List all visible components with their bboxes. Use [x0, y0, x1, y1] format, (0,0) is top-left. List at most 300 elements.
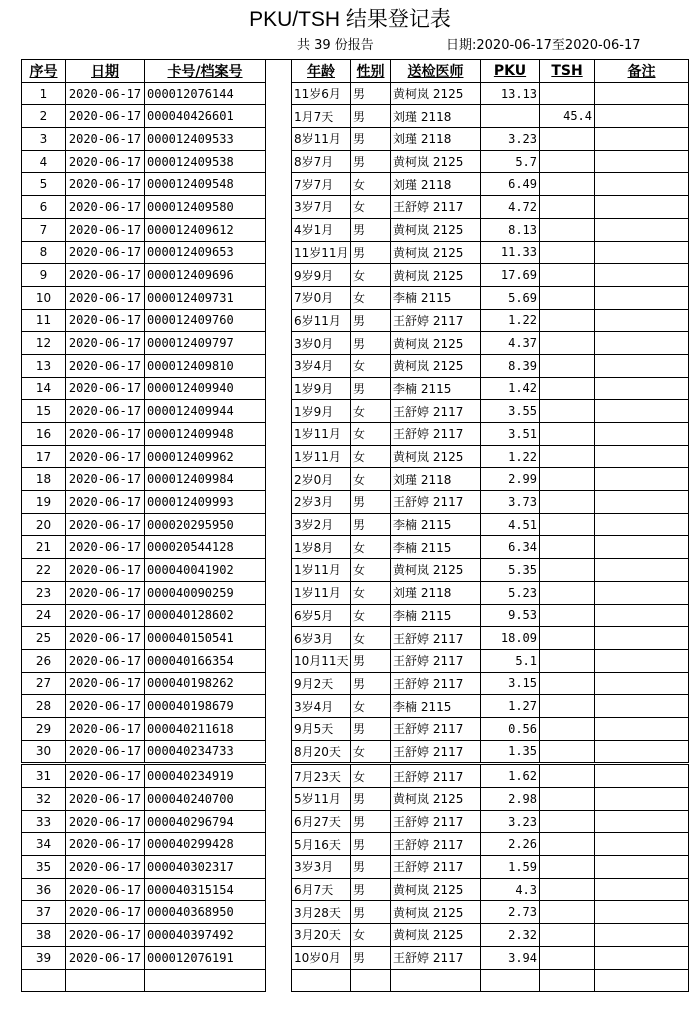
cell-age: 6月7天 — [292, 878, 351, 901]
cell-card: 000012409653 — [145, 241, 266, 264]
cell-doctor: 王舒婷 2117 — [391, 400, 481, 423]
col-gap — [266, 445, 292, 468]
cell-sex: 女 — [351, 627, 391, 650]
cell-note — [595, 286, 689, 309]
cell-doctor: 黄柯岚 2125 — [391, 82, 481, 105]
cell-note — [595, 810, 689, 833]
cell-sex: 女 — [351, 536, 391, 559]
cell-card: 000040198262 — [145, 672, 266, 695]
cell-pku: 6.49 — [481, 173, 540, 196]
cell-tsh — [540, 286, 595, 309]
cell-note — [595, 581, 689, 604]
cell-seq: 1 — [22, 82, 66, 105]
cell-pku: 17.69 — [481, 264, 540, 287]
table-row — [22, 377, 689, 400]
cell-note — [595, 788, 689, 811]
cell-pku: 3.55 — [481, 400, 540, 423]
cell-age: 3月28天 — [292, 901, 351, 924]
table-row — [22, 878, 689, 901]
col-gap — [266, 513, 292, 536]
cell-date: 2020-06-17 — [66, 264, 145, 287]
cell-note — [595, 196, 689, 219]
cell-tsh — [540, 128, 595, 151]
cell-date: 2020-06-17 — [66, 445, 145, 468]
table-row — [22, 286, 689, 309]
cell-tsh — [540, 901, 595, 924]
cell-tsh — [540, 150, 595, 173]
cell-seq: 32 — [22, 788, 66, 811]
col-gap — [266, 695, 292, 718]
cell-doctor: 黄柯岚 2125 — [391, 788, 481, 811]
col-gap — [266, 491, 292, 514]
cell-age: 11岁6月 — [292, 82, 351, 105]
results-table — [21, 59, 689, 992]
cell-card: 000012409580 — [145, 196, 266, 219]
table-row — [22, 400, 689, 423]
cell-tsh — [540, 82, 595, 105]
table-row — [22, 604, 689, 627]
table-row — [22, 264, 689, 287]
cell-note — [595, 105, 689, 128]
cell-note — [595, 264, 689, 287]
col-gap — [266, 856, 292, 879]
cell-age: 9月5天 — [292, 717, 351, 740]
cell-age: 2岁3月 — [292, 491, 351, 514]
cell-date: 2020-06-17 — [66, 354, 145, 377]
col-gap — [266, 354, 292, 377]
col-header-doctor: 送检医师 — [391, 60, 481, 83]
col-gap — [266, 901, 292, 924]
cell-doctor: 王舒婷 2117 — [391, 856, 481, 879]
cell-doctor: 黄柯岚 2125 — [391, 924, 481, 947]
cell-doctor: 王舒婷 2117 — [391, 833, 481, 856]
cell-seq: 20 — [22, 513, 66, 536]
cell-pku: 1.22 — [481, 445, 540, 468]
cell-sex: 男 — [351, 150, 391, 173]
cell-note — [595, 377, 689, 400]
cell-sex: 女 — [351, 400, 391, 423]
col-gap — [266, 788, 292, 811]
cell-date: 2020-06-17 — [66, 377, 145, 400]
cell-date: 2020-06-17 — [66, 196, 145, 219]
cell-sex: 男 — [351, 788, 391, 811]
cell-age: 3岁4月 — [292, 354, 351, 377]
cell-age: 7岁0月 — [292, 286, 351, 309]
cell-doctor: 李楠 2115 — [391, 536, 481, 559]
col-gap — [266, 810, 292, 833]
cell-age: 9月2天 — [292, 672, 351, 695]
cell-sex: 女 — [351, 286, 391, 309]
table-row — [22, 924, 689, 947]
table-row — [22, 946, 689, 969]
cell-sex — [351, 969, 391, 992]
cell-sex: 男 — [351, 649, 391, 672]
cell-age: 1岁11月 — [292, 559, 351, 582]
table-row — [22, 788, 689, 811]
cell-card: 000012409940 — [145, 377, 266, 400]
cell-sex: 男 — [351, 878, 391, 901]
cell-sex: 女 — [351, 924, 391, 947]
col-gap — [266, 241, 292, 264]
cell-pku: 1.59 — [481, 856, 540, 879]
cell-note — [595, 82, 689, 105]
cell-doctor: 刘瑾 2118 — [391, 105, 481, 128]
table-row — [22, 901, 689, 924]
cell-seq: 5 — [22, 173, 66, 196]
table-row — [22, 856, 689, 879]
cell-age: 1岁8月 — [292, 536, 351, 559]
cell-age: 1岁11月 — [292, 445, 351, 468]
cell-note — [595, 445, 689, 468]
cell-date: 2020-06-17 — [66, 150, 145, 173]
cell-date: 2020-06-17 — [66, 833, 145, 856]
cell-card: 000012409944 — [145, 400, 266, 423]
cell-note — [595, 901, 689, 924]
col-gap — [266, 878, 292, 901]
table-row — [22, 332, 689, 355]
cell-doctor: 王舒婷 2117 — [391, 764, 481, 788]
table-row — [22, 649, 689, 672]
cell-tsh: 45.4 — [540, 105, 595, 128]
cell-pku: 3.15 — [481, 672, 540, 695]
cell-seq: 34 — [22, 833, 66, 856]
table-row — [22, 491, 689, 514]
cell-age: 6月27天 — [292, 810, 351, 833]
cell-sex: 男 — [351, 810, 391, 833]
cell-pku: 1.62 — [481, 764, 540, 788]
cell-tsh — [540, 604, 595, 627]
cell-sex: 男 — [351, 82, 391, 105]
cell-date: 2020-06-17 — [66, 740, 145, 764]
col-gap — [266, 105, 292, 128]
cell-seq: 37 — [22, 901, 66, 924]
cell-pku: 5.69 — [481, 286, 540, 309]
col-gap — [266, 969, 292, 992]
table-row — [22, 196, 689, 219]
cell-pku: 9.53 — [481, 604, 540, 627]
cell-pku: 8.39 — [481, 354, 540, 377]
cell-age: 7月23天 — [292, 764, 351, 788]
table-row — [22, 445, 689, 468]
cell-card: 000040240700 — [145, 788, 266, 811]
cell-date: 2020-06-17 — [66, 788, 145, 811]
cell-card: 000020295950 — [145, 513, 266, 536]
cell-seq: 26 — [22, 649, 66, 672]
cell-seq: 22 — [22, 559, 66, 582]
cell-note — [595, 672, 689, 695]
cell-note — [595, 128, 689, 151]
cell-tsh — [540, 969, 595, 992]
cell-note — [595, 241, 689, 264]
cell-tsh — [540, 924, 595, 947]
cell-doctor: 王舒婷 2117 — [391, 309, 481, 332]
cell-card: 000040296794 — [145, 810, 266, 833]
cell-doctor: 王舒婷 2117 — [391, 946, 481, 969]
col-header-note: 备注 — [595, 60, 689, 83]
cell-sex: 男 — [351, 513, 391, 536]
cell-age: 8月20天 — [292, 740, 351, 764]
table-row — [22, 833, 689, 856]
cell-doctor: 黄柯岚 2125 — [391, 354, 481, 377]
col-gap — [266, 150, 292, 173]
cell-card: 000012409696 — [145, 264, 266, 287]
cell-age: 3岁2月 — [292, 513, 351, 536]
col-gap — [266, 264, 292, 287]
cell-date: 2020-06-17 — [66, 513, 145, 536]
cell-pku: 3.94 — [481, 946, 540, 969]
cell-sex: 男 — [351, 309, 391, 332]
cell-date: 2020-06-17 — [66, 241, 145, 264]
cell-age: 11岁11月 — [292, 241, 351, 264]
col-gap — [266, 649, 292, 672]
cell-tsh — [540, 672, 595, 695]
cell-age: 3月20天 — [292, 924, 351, 947]
cell-card: 000040090259 — [145, 581, 266, 604]
cell-age: 3岁4月 — [292, 695, 351, 718]
cell-note — [595, 332, 689, 355]
cell-sex: 男 — [351, 672, 391, 695]
cell-sex: 男 — [351, 491, 391, 514]
cell-seq: 3 — [22, 128, 66, 151]
cell-tsh — [540, 764, 595, 788]
cell-sex: 女 — [351, 695, 391, 718]
cell-card — [145, 969, 266, 992]
cell-note — [595, 468, 689, 491]
cell-card: 000040211618 — [145, 717, 266, 740]
cell-seq: 8 — [22, 241, 66, 264]
cell-sex: 女 — [351, 559, 391, 582]
cell-card: 000040426601 — [145, 105, 266, 128]
cell-pku: 5.35 — [481, 559, 540, 582]
cell-date: 2020-06-17 — [66, 810, 145, 833]
cell-sex: 女 — [351, 354, 391, 377]
cell-doctor: 黄柯岚 2125 — [391, 241, 481, 264]
cell-card: 000012409962 — [145, 445, 266, 468]
cell-date: 2020-06-17 — [66, 717, 145, 740]
cell-tsh — [540, 513, 595, 536]
cell-age: 1月7天 — [292, 105, 351, 128]
col-gap — [266, 218, 292, 241]
cell-seq: 25 — [22, 627, 66, 650]
cell-pku: 1.27 — [481, 695, 540, 718]
cell-seq: 27 — [22, 672, 66, 695]
col-gap — [266, 377, 292, 400]
cell-sex: 女 — [351, 445, 391, 468]
cell-sex: 女 — [351, 468, 391, 491]
cell-note — [595, 309, 689, 332]
cell-date: 2020-06-17 — [66, 764, 145, 788]
table-row — [22, 581, 689, 604]
cell-doctor: 王舒婷 2117 — [391, 423, 481, 446]
cell-date: 2020-06-17 — [66, 536, 145, 559]
cell-pku: 11.33 — [481, 241, 540, 264]
cell-card: 000040041902 — [145, 559, 266, 582]
cell-seq: 21 — [22, 536, 66, 559]
cell-tsh — [540, 241, 595, 264]
report-title: PKU/TSH 结果登记表 — [249, 8, 451, 31]
cell-note — [595, 878, 689, 901]
col-gap — [266, 764, 292, 788]
cell-pku: 6.34 — [481, 536, 540, 559]
cell-doctor: 王舒婷 2117 — [391, 649, 481, 672]
cell-card: 000040166354 — [145, 649, 266, 672]
col-gap — [266, 946, 292, 969]
cell-seq: 23 — [22, 581, 66, 604]
cell-note — [595, 173, 689, 196]
cell-pku: 4.37 — [481, 332, 540, 355]
cell-seq: 11 — [22, 309, 66, 332]
cell-card: 000040234733 — [145, 740, 266, 764]
cell-sex: 男 — [351, 241, 391, 264]
cell-note — [595, 354, 689, 377]
table-row — [22, 764, 689, 788]
cell-tsh — [540, 946, 595, 969]
cell-card: 000012409731 — [145, 286, 266, 309]
cell-age: 6岁11月 — [292, 309, 351, 332]
cell-sex: 男 — [351, 218, 391, 241]
cell-date: 2020-06-17 — [66, 878, 145, 901]
col-gap — [266, 423, 292, 446]
cell-tsh — [540, 627, 595, 650]
table-row — [22, 150, 689, 173]
cell-tsh — [540, 468, 595, 491]
cell-pku: 2.98 — [481, 788, 540, 811]
col-gap — [266, 672, 292, 695]
cell-doctor: 黄柯岚 2125 — [391, 445, 481, 468]
col-header-card: 卡号/档案号 — [145, 60, 266, 83]
cell-note — [595, 513, 689, 536]
cell-note — [595, 400, 689, 423]
table-row — [22, 536, 689, 559]
cell-doctor: 王舒婷 2117 — [391, 672, 481, 695]
cell-card: 000012076144 — [145, 82, 266, 105]
col-gap — [266, 309, 292, 332]
cell-card: 000012409797 — [145, 332, 266, 355]
cell-age: 3岁7月 — [292, 196, 351, 219]
table-header-row — [22, 60, 689, 83]
cell-card: 000040397492 — [145, 924, 266, 947]
cell-doctor: 刘瑾 2118 — [391, 468, 481, 491]
table-row — [22, 173, 689, 196]
cell-pku: 18.09 — [481, 627, 540, 650]
cell-card: 000012409612 — [145, 218, 266, 241]
cell-date: 2020-06-17 — [66, 400, 145, 423]
table-row — [22, 105, 689, 128]
cell-seq: 14 — [22, 377, 66, 400]
cell-pku — [481, 105, 540, 128]
col-gap — [266, 740, 292, 764]
cell-note — [595, 649, 689, 672]
cell-sex: 男 — [351, 128, 391, 151]
cell-date: 2020-06-17 — [66, 856, 145, 879]
col-gap — [266, 559, 292, 582]
cell-date: 2020-06-17 — [66, 82, 145, 105]
cell-pku: 5.23 — [481, 581, 540, 604]
cell-tsh — [540, 400, 595, 423]
cell-sex: 女 — [351, 764, 391, 788]
cell-pku: 2.99 — [481, 468, 540, 491]
table-row — [22, 468, 689, 491]
table-row — [22, 241, 689, 264]
cell-seq: 29 — [22, 717, 66, 740]
cell-card: 000012076191 — [145, 946, 266, 969]
cell-age: 7岁7月 — [292, 173, 351, 196]
cell-sex: 男 — [351, 377, 391, 400]
cell-doctor: 李楠 2115 — [391, 513, 481, 536]
cell-note — [595, 536, 689, 559]
cell-date: 2020-06-17 — [66, 332, 145, 355]
cell-sex: 女 — [351, 173, 391, 196]
cell-seq: 33 — [22, 810, 66, 833]
cell-tsh — [540, 173, 595, 196]
cell-card: 000012409810 — [145, 354, 266, 377]
cell-date: 2020-06-17 — [66, 173, 145, 196]
cell-card: 000040315154 — [145, 878, 266, 901]
cell-note — [595, 423, 689, 446]
cell-age: 4岁1月 — [292, 218, 351, 241]
col-gap — [266, 400, 292, 423]
col-gap — [266, 286, 292, 309]
cell-tsh — [540, 878, 595, 901]
col-gap — [266, 581, 292, 604]
cell-age: 1岁9月 — [292, 377, 351, 400]
cell-doctor: 王舒婷 2117 — [391, 810, 481, 833]
cell-note — [595, 218, 689, 241]
table-row — [22, 717, 689, 740]
table-row — [22, 810, 689, 833]
col-gap — [266, 833, 292, 856]
cell-card: 000012409984 — [145, 468, 266, 491]
cell-date: 2020-06-17 — [66, 128, 145, 151]
cell-card: 000012409948 — [145, 423, 266, 446]
cell-sex: 女 — [351, 604, 391, 627]
cell-seq: 15 — [22, 400, 66, 423]
cell-date: 2020-06-17 — [66, 924, 145, 947]
cell-card: 000040150541 — [145, 627, 266, 650]
cell-card: 000012409993 — [145, 491, 266, 514]
cell-pku: 2.26 — [481, 833, 540, 856]
cell-card: 000040368950 — [145, 901, 266, 924]
cell-seq — [22, 969, 66, 992]
cell-date: 2020-06-17 — [66, 559, 145, 582]
col-gap — [266, 604, 292, 627]
cell-tsh — [540, 695, 595, 718]
cell-card: 000040234919 — [145, 764, 266, 788]
col-header-age: 年龄 — [292, 60, 351, 83]
col-gap — [266, 924, 292, 947]
cell-date: 2020-06-17 — [66, 695, 145, 718]
cell-seq: 16 — [22, 423, 66, 446]
cell-pku: 4.3 — [481, 878, 540, 901]
cell-seq: 28 — [22, 695, 66, 718]
cell-date: 2020-06-17 — [66, 901, 145, 924]
cell-card: 000012409760 — [145, 309, 266, 332]
cell-card: 000012409548 — [145, 173, 266, 196]
cell-seq: 6 — [22, 196, 66, 219]
cell-seq: 2 — [22, 105, 66, 128]
cell-date: 2020-06-17 — [66, 286, 145, 309]
cell-date: 2020-06-17 — [66, 423, 145, 446]
cell-age: 3岁0月 — [292, 332, 351, 355]
report-date-range: 日期:2020-06-17至2020-06-17 — [446, 38, 641, 53]
cell-tsh — [540, 377, 595, 400]
cell-seq: 12 — [22, 332, 66, 355]
cell-sex: 男 — [351, 105, 391, 128]
cell-doctor: 刘瑾 2118 — [391, 128, 481, 151]
cell-pku: 1.22 — [481, 309, 540, 332]
cell-doctor: 黄柯岚 2125 — [391, 901, 481, 924]
cell-seq: 30 — [22, 740, 66, 764]
